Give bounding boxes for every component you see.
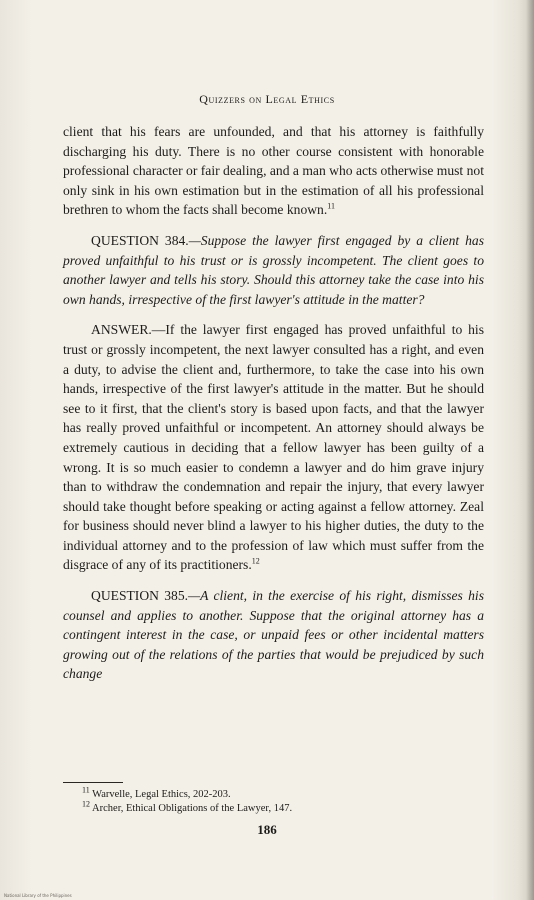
footnotes	[82, 785, 462, 816]
question-384-label: QUESTION 384.	[91, 232, 189, 248]
answer-384-paragraph	[63, 320, 484, 575]
footnote-item	[82, 785, 462, 802]
footnote-divider	[63, 782, 123, 783]
footnote-text: Warvelle, Legal Ethics, 202-203.	[92, 789, 231, 800]
answer-384-text: —If the lawyer first engaged has proved unfaithful to his trust or grossly incompetent, the next lawyer consulted has a right, and even a duty, to advise the client and, furthermore, to take the case into his own hands, irrespective of the first lawyer's attitude in the matter. But he should see to it first, that the client's story is based upon facts, and that the lawyer has really proved unfaithful or incompetent. An attorney should always be extremely cautious in deciding that a fellow lawyer has been guilty of a wrong. It is so much easier to condemn a lawyer and do him grave injury than to withdraw the condemnation and repair the injury, that every lawyer should take thought before speaking or acting against a fellow attorney. Zeal for business should never blind a lawyer to his higher duties, the duty to the individual attorney and to the profession of law which must suffer from the disgrace of any of its practitioners.	[63, 322, 484, 573]
page-number: 186	[257, 822, 277, 837]
continuation-text: client that his fears are unfounded, and that his attorney is faithfully discharging his duty. There is no other course consistent with honorable professional character or fair dealing, and a man who acts otherwise must not only sink in his own estimation but in the estimation of all his professional brethren to whom the facts shall become known.	[63, 124, 484, 218]
running-header: Quizzers on Legal Ethics	[199, 92, 335, 106]
footnote-item	[82, 799, 462, 816]
footnote-ref-12[interactable]: 12	[251, 556, 260, 566]
answer-384-label: ANSWER.	[91, 322, 152, 338]
continuation-paragraph	[63, 122, 484, 220]
question-385-label: QUESTION 385.	[91, 588, 189, 604]
footnote-ref-11[interactable]: 11	[327, 201, 335, 211]
footnote-number: 11	[82, 785, 90, 795]
question-385-paragraph	[63, 586, 484, 684]
footnote-text: Archer, Ethical Obligations of the Lawyer, 147.	[92, 803, 293, 814]
question-384-text: —Suppose the lawyer first engaged by a client has proved unfaithful to his trust or is grossly incompetent. The client goes to another lawyer and tells his story. Should this attorney take the case into his own hands, irrespective of the first lawyer's attitude in the matter?	[63, 232, 485, 307]
footnote-number: 12	[82, 799, 90, 809]
body-text	[63, 122, 484, 684]
question-385-text: —A client, in the exercise of his right, dismisses his counsel and applies to another. Suppose that the original attorney has a contingent interest in the case, or unpaid fees or other incidental matters growing out of the relations of the parties that would be prejudiced by such change	[63, 588, 484, 682]
page-edge-shadow	[526, 0, 534, 900]
question-384-paragraph	[63, 231, 484, 309]
digitization-stamp: National Library of the Philippines	[4, 893, 72, 898]
